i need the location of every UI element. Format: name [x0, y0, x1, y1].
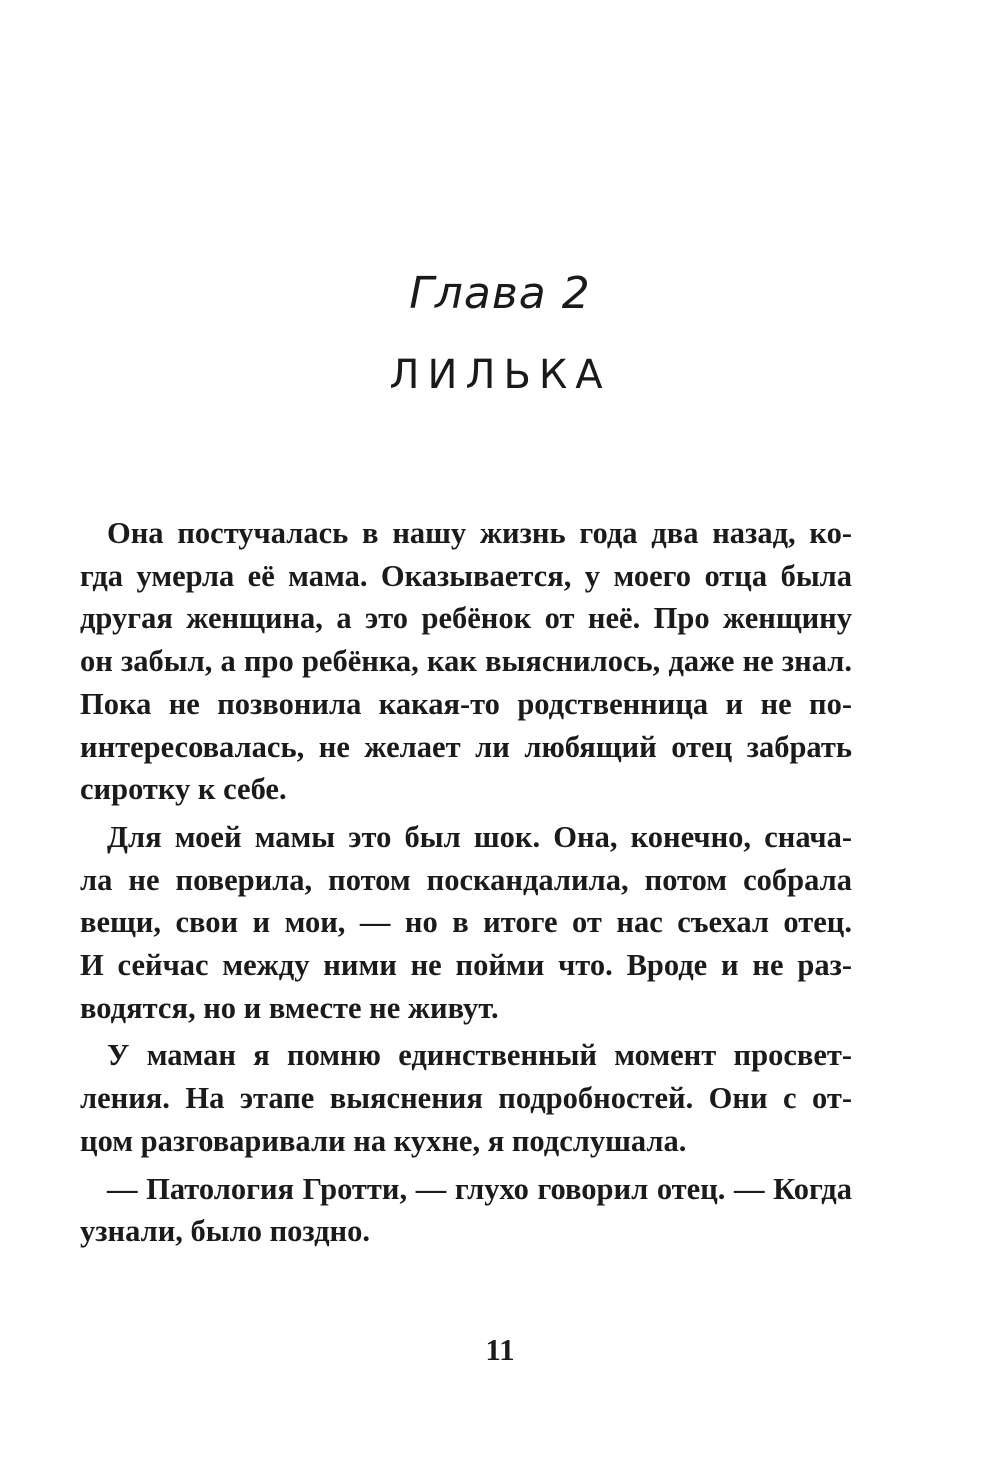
text-line: — Патология Гротти, — глухо говорил отец. — Когда	[107, 1171, 852, 1206]
chapter-title: ЛИЛЬКА	[389, 352, 611, 398]
text-line: он забыл, а про ребёнка, как выяснилось, даже не знал.	[80, 644, 852, 679]
text-line: Она постучалась в нашу жизнь года два назад, ко-	[107, 516, 852, 550]
text-line: водятся, но и вместе не живут.	[80, 990, 499, 1025]
text-line: Для моей мамы это был шок. Она, конечно, снача-	[107, 819, 852, 854]
text-line: гда умерла её мама. Оказывается, у моего отца была	[80, 558, 852, 593]
text-line: вещи, свои и мои, — но в итоге от нас съехал отец.	[80, 905, 852, 940]
paragraph	[80, 512, 852, 811]
text-line: другая женщина, а это ребёнок от неё. Про женщину	[80, 601, 852, 636]
chapter-label: Глава 2	[409, 268, 591, 319]
text-line: цом разговаривали на кухне, я подслушала.	[80, 1123, 687, 1158]
page-number: 11	[485, 1332, 515, 1367]
text-line: Пока не позвонила какая-то родственница и не по-	[80, 686, 852, 721]
paragraph	[80, 1034, 852, 1162]
paragraph	[80, 1168, 852, 1253]
body-text	[80, 512, 852, 1253]
text-line: сиротку к себе.	[80, 772, 287, 807]
text-line: интересовалась, не желает ли любящий отец забрать	[80, 729, 852, 764]
text-line: ла не поверила, потом поскандалила, потом собрала	[80, 862, 852, 897]
text-line: ления. На этапе выяснения подробностей. Они с от-	[80, 1081, 852, 1116]
text-line: узнали, было поздно.	[80, 1214, 370, 1249]
text-line: И сейчас между ними не пойми что. Вроде и не раз-	[80, 948, 852, 983]
paragraph	[80, 816, 852, 1030]
text-line: У маман я помню единственный момент просвет-	[107, 1038, 852, 1073]
